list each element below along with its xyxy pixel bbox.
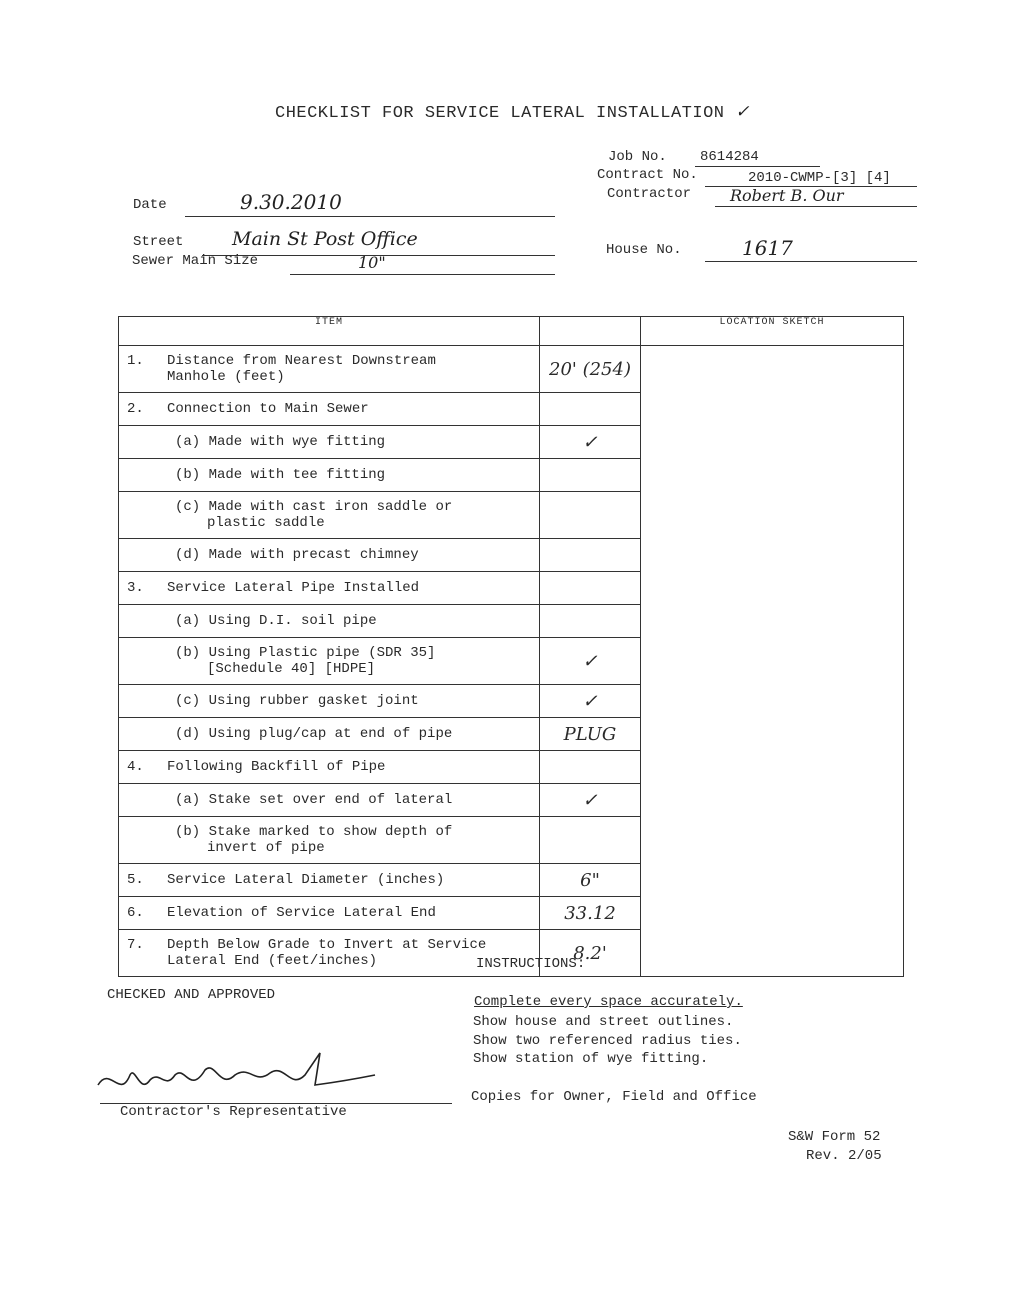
item-text: (d) Using plug/cap at end of pipe	[175, 726, 453, 742]
item-line	[119, 613, 539, 629]
sketch-header-text: LOCATION SKETCH	[719, 317, 825, 328]
item-cell	[119, 864, 540, 897]
item-value	[540, 539, 641, 572]
item-number: 2.	[127, 401, 144, 417]
item-cell	[119, 784, 540, 817]
item-text-continued: plastic saddle	[207, 515, 325, 531]
item-value: ✓	[540, 784, 641, 817]
item-cell	[119, 605, 540, 638]
title-check-mark: ✓	[735, 102, 750, 122]
form-revision: Rev. 2/05	[806, 1148, 882, 1164]
item-line	[119, 467, 539, 483]
item-cell	[119, 572, 540, 605]
item-cell	[119, 817, 540, 864]
item-value	[540, 572, 641, 605]
item-line	[119, 645, 539, 661]
copies-line: Copies for Owner, Field and Office	[471, 1089, 757, 1105]
house-no-value: 1617	[742, 236, 793, 260]
item-value	[540, 492, 641, 539]
contractor-value: Robert B. Our	[730, 186, 844, 205]
item-text: Elevation of Service Lateral End	[167, 905, 436, 921]
instruction-line-3: Show two referenced radius ties.	[473, 1033, 742, 1049]
item-text: (b) Using Plastic pipe (SDR 35]	[175, 645, 436, 661]
job-no-value: 8614284	[700, 149, 759, 165]
street-value: Main St Post Office	[232, 228, 418, 250]
item-text: Distance from Nearest Downstream	[167, 353, 436, 369]
item-number: 6.	[127, 905, 144, 921]
instructions-heading: INSTRUCTIONS:	[476, 956, 586, 972]
item-cell	[119, 539, 540, 572]
item-value: 8.2'	[540, 930, 641, 977]
item-value: PLUG	[540, 718, 641, 751]
item-number: 1.	[127, 353, 144, 369]
item-value	[540, 605, 641, 638]
item-header-text: ITEM	[314, 317, 343, 328]
item-number: 4.	[127, 759, 144, 775]
item-cell	[119, 751, 540, 784]
item-line	[119, 353, 539, 369]
item-line	[119, 580, 539, 596]
sewer-main-size-label: Sewer Main Size	[132, 253, 259, 269]
item-text: (b) Made with tee fitting	[175, 467, 386, 483]
item-line	[119, 693, 539, 709]
item-text: (d) Made with precast chimney	[175, 547, 419, 563]
title-text: CHECKLIST FOR SERVICE LATERAL INSTALLATION	[275, 104, 725, 123]
item-text: Service Lateral Pipe Installed	[167, 580, 420, 596]
item-line	[119, 937, 539, 953]
item-text: (b) Stake marked to show depth of	[175, 824, 453, 840]
item-line	[119, 792, 539, 808]
item-value: ✓	[540, 685, 641, 718]
item-line	[119, 401, 539, 417]
item-value	[540, 751, 641, 784]
item-value: 20' (254)	[540, 346, 641, 393]
checked-approved-label: CHECKED AND APPROVED	[107, 987, 276, 1003]
item-text-continued: [Schedule 40] [HDPE]	[207, 661, 376, 677]
value-column-header	[540, 317, 641, 346]
item-text: Depth Below Grade to Invert at Service	[167, 937, 487, 953]
item-text: (c) Using rubber gasket joint	[175, 693, 419, 709]
item-text: Service Lateral Diameter (inches)	[167, 872, 445, 888]
checklist-table	[118, 316, 904, 977]
contractor-rep-label: Contractor's Representative	[120, 1104, 347, 1120]
item-line	[119, 726, 539, 742]
item-value: ✓	[540, 638, 641, 685]
item-cell	[119, 426, 540, 459]
table-row	[119, 346, 904, 393]
form-number: S&W Form 52	[788, 1129, 881, 1145]
item-line	[119, 434, 539, 450]
item-cell	[119, 718, 540, 751]
item-value	[540, 817, 641, 864]
item-text-continued: Lateral End (feet/inches)	[167, 953, 378, 969]
contract-no-value: 2010-CWMP-[3] [4]	[748, 170, 891, 186]
item-text-continued: Manhole (feet)	[167, 369, 285, 385]
item-value: ✓	[540, 426, 641, 459]
item-line	[119, 759, 539, 775]
location-sketch-area	[641, 346, 904, 977]
item-column-header	[119, 317, 540, 346]
job-no-label: Job No.	[608, 149, 667, 165]
item-line	[119, 824, 539, 840]
item-text: (a) Stake set over end of lateral	[175, 792, 453, 808]
contract-no-label: Contract No.	[597, 167, 698, 183]
instruction-line-4: Show station of wye fitting.	[473, 1051, 709, 1067]
sewer-main-size-value: 10"	[358, 253, 386, 272]
house-no-label: House No.	[606, 242, 682, 258]
item-value: 6"	[540, 864, 641, 897]
instruction-line-1: Complete every space accurately.	[474, 994, 743, 1010]
date-label: Date	[133, 197, 167, 213]
item-cell	[119, 638, 540, 685]
item-number: 7.	[127, 937, 144, 953]
item-line	[119, 905, 539, 921]
item-cell	[119, 346, 540, 393]
item-number: 3.	[127, 580, 144, 596]
item-value: 33.12	[540, 897, 641, 930]
item-line	[119, 547, 539, 563]
item-text: Connection to Main Sewer	[167, 401, 369, 417]
sketch-column-header	[641, 317, 904, 346]
page-title	[275, 102, 750, 123]
item-text: (a) Made with wye fitting	[175, 434, 386, 450]
item-cell	[119, 393, 540, 426]
instruction-line-2: Show house and street outlines.	[473, 1014, 734, 1030]
street-label: Street	[133, 234, 184, 250]
item-cell	[119, 685, 540, 718]
item-line	[119, 499, 539, 515]
item-text: Following Backfill of Pipe	[167, 759, 386, 775]
item-value	[540, 393, 641, 426]
item-cell	[119, 492, 540, 539]
item-cell	[119, 897, 540, 930]
contractor-label: Contractor	[607, 186, 692, 202]
item-value	[540, 459, 641, 492]
date-value: 9.30.2010	[240, 190, 342, 214]
item-cell	[119, 459, 540, 492]
item-number: 5.	[127, 872, 144, 888]
item-text: (a) Using D.I. soil pipe	[175, 613, 377, 629]
item-line	[119, 872, 539, 888]
item-text-continued: invert of pipe	[207, 840, 325, 856]
item-text: (c) Made with cast iron saddle or	[175, 499, 453, 515]
